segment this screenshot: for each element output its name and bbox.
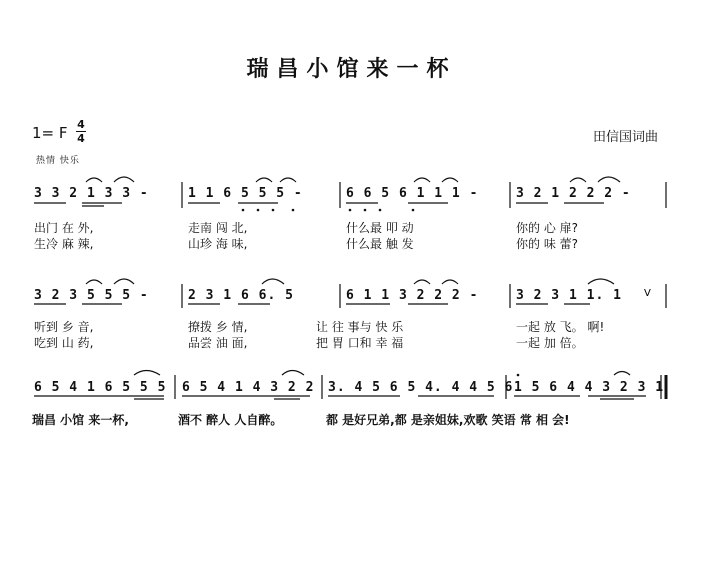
tempo-marking: 热情 快乐	[36, 156, 80, 166]
slur	[588, 279, 614, 284]
slur	[442, 280, 458, 284]
lyric-1-3-a: 什么最 叩 动	[346, 221, 414, 235]
octave-dot	[292, 209, 295, 212]
octave-dot	[364, 209, 367, 212]
slur	[262, 279, 284, 284]
measure-3-1: 6 5 4 1 6 5 5 5	[34, 380, 167, 395]
lyric-2-2-a: 撩拨 乡 情,	[188, 320, 248, 334]
octave-dot	[242, 209, 245, 212]
octave-dot	[349, 209, 352, 212]
meter-top: 4	[77, 118, 85, 131]
refrain-2: 酒不 醉人 人自醉。	[178, 413, 283, 427]
composer-credit: 田信国词曲	[593, 130, 659, 145]
octave-dot	[379, 209, 382, 212]
lyric-1-2-b: 山珍 海 味,	[188, 237, 248, 251]
slur	[86, 280, 102, 284]
measure-2-3: 6 1 1 3 2 2 2 -	[346, 288, 479, 303]
lyric-1-1-a: 出门 在 外,	[34, 221, 94, 235]
slur	[614, 372, 630, 376]
lyric-2-4-b: 一起 加 倍。	[516, 336, 584, 350]
slur	[442, 178, 458, 182]
slur	[282, 371, 304, 376]
lyric-1-2-a: 走南 闯 北,	[188, 221, 248, 235]
slur	[414, 178, 430, 182]
octave-dot	[412, 209, 415, 212]
slur	[114, 279, 134, 284]
octave-dot	[517, 374, 520, 377]
slur	[280, 178, 296, 182]
lyric-2-4-a: 一起 放 飞。 啊!	[516, 320, 605, 334]
lyric-1-3-b: 什么最 触 发	[346, 237, 414, 251]
slur	[414, 280, 430, 284]
measure-1-3: 6 6 5 6 1 1 1 -	[346, 186, 479, 201]
lyric-1-4-b: 你的 味 蕾?	[516, 237, 578, 251]
lyric-1-1-b: 生冷 麻 辣,	[34, 237, 94, 251]
slur	[86, 178, 102, 182]
measure-1-1: 3 3 2 1 3 3 -	[34, 186, 149, 201]
measure-2-2: 2 3 1 6 6. 5	[188, 288, 294, 303]
lyric-2-3-b: 把 胃 口和 幸 福	[316, 336, 404, 350]
slur	[598, 177, 620, 182]
breath-mark: V	[644, 288, 651, 299]
key-signature: 1= F	[32, 124, 68, 142]
lyric-2-3-a: 让 往 事与 快 乐	[316, 320, 404, 334]
slur	[134, 371, 160, 376]
octave-dot	[257, 209, 260, 212]
song-title: 瑞昌小馆来一杯	[246, 56, 457, 82]
measure-3-4: 1 5 6 4 4 3 2 3 1	[514, 380, 665, 395]
measure-3-3: 3. 4 5 6 5 4. 4 4 5 6	[328, 380, 514, 395]
lyric-2-1-a: 听到 乡 音,	[34, 320, 94, 334]
slur	[570, 178, 586, 182]
measure-2-1: 3 2 3 5 5 5 -	[34, 288, 149, 303]
refrain-1: 瑞昌 小馆 来一杯,	[32, 413, 129, 427]
lyric-1-4-a: 你的 心 扉?	[516, 221, 578, 235]
lyric-2-1-b: 吃到 山 药,	[34, 336, 94, 350]
measure-1-4: 3 2 1 2 2 2 -	[516, 186, 631, 201]
octave-dot	[272, 209, 275, 212]
meter-bottom: 4	[77, 132, 85, 145]
measure-3-2: 6 5 4 1 4 3 2 2	[182, 380, 315, 395]
slur	[256, 178, 272, 182]
measure-1-2: 1 1 6 5 5 5 -	[188, 186, 303, 201]
refrain-3: 都 是好兄弟,都 是亲姐妹,欢歌 笑语 常 相 会!	[326, 413, 570, 427]
measure-2-4: 3 2 3 1 1. 1	[516, 288, 622, 303]
slur	[114, 177, 134, 182]
lyric-2-2-b: 品尝 油 面,	[188, 336, 248, 350]
